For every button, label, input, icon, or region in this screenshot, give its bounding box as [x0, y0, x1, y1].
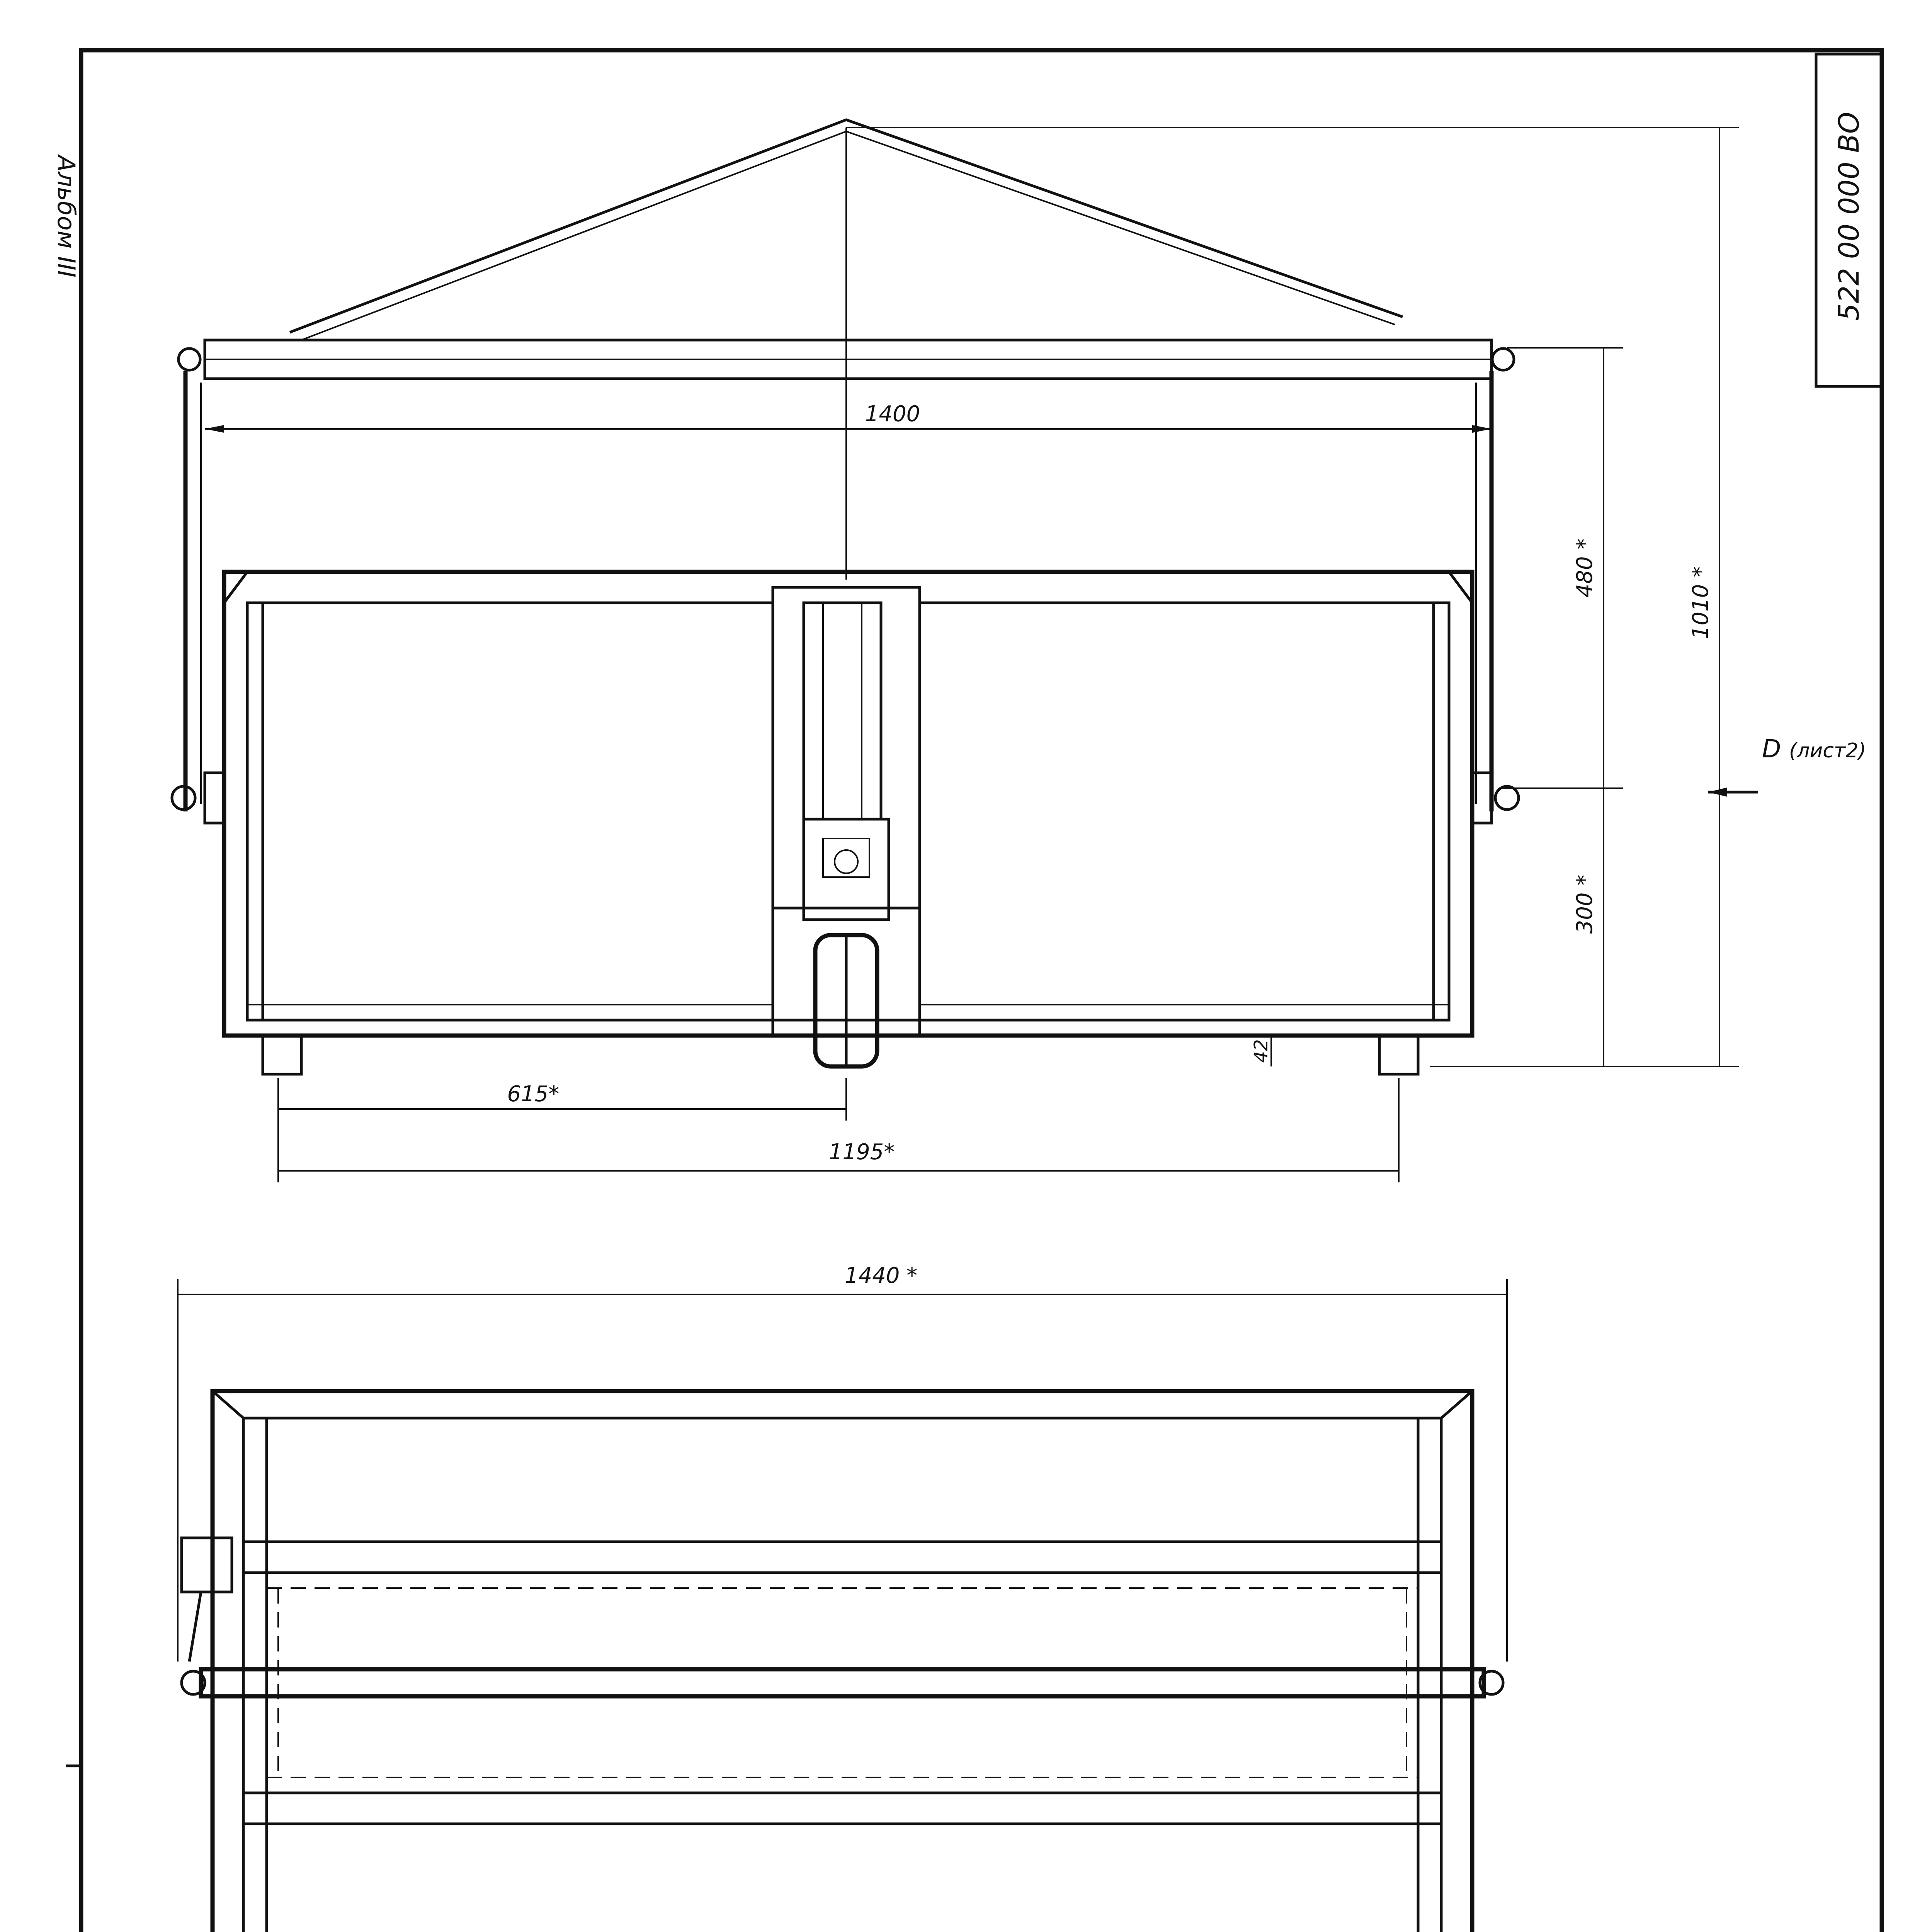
front-view — [172, 120, 1519, 1074]
caster-bracket — [804, 819, 889, 920]
container-body — [224, 572, 1472, 1036]
plan-view — [178, 1263, 1507, 1932]
foot-right — [1379, 1036, 1418, 1074]
dim-480: 480 * — [1572, 538, 1597, 598]
foot-left — [263, 1036, 301, 1074]
view-label-sheet: (лист2) — [1789, 739, 1866, 762]
dim-300: 300 * — [1572, 874, 1597, 934]
album-label: Альбом III — [52, 155, 80, 278]
view-label-D: D — [1762, 735, 1781, 764]
dim-615: 615* — [507, 1082, 560, 1107]
margin-ticks — [66, 1766, 81, 1932]
dim-1195: 1195* — [828, 1139, 895, 1165]
plan-shaft — [201, 1669, 1484, 1696]
dim-1400: 1400 — [865, 401, 920, 427]
plan-frame — [213, 1391, 1472, 1932]
dim-42: 42 — [1250, 1039, 1272, 1063]
doc-number-stamp: 522 00 000 ВО — [1833, 112, 1865, 321]
dim-1010: 1010 * — [1688, 566, 1713, 639]
front-view-dimensions — [205, 128, 1866, 1182]
dim-1440: 1440 * — [844, 1263, 918, 1288]
sheet-frame — [81, 50, 1882, 1932]
